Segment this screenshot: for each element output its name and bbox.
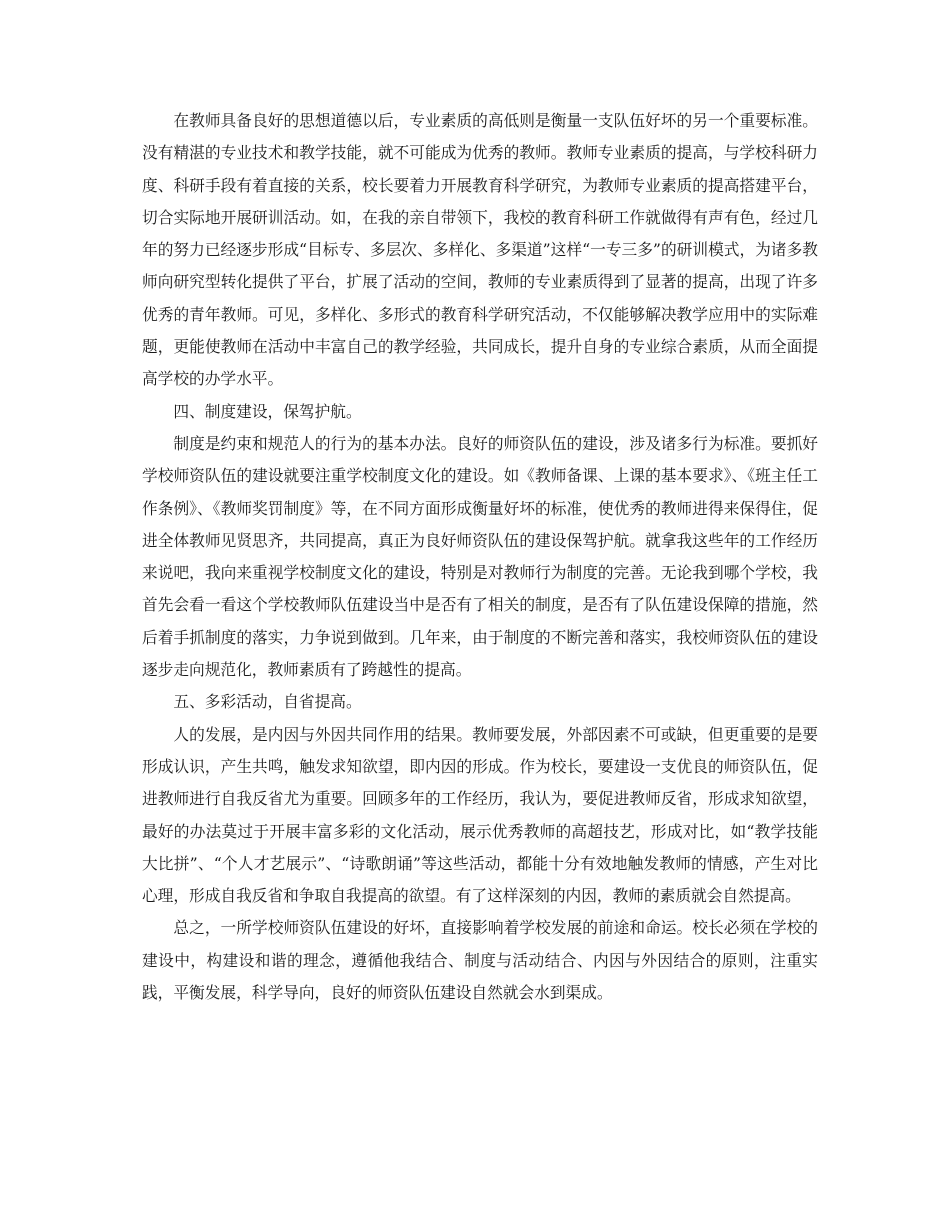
paragraph-conclusion: 总之，一所学校师资队伍建设的好坏，直接影响着学校发展的前途和命运。校长必须在学校的建设中，构建设和谐的理念，遵循他我结合、制度与活动结合、内因与外因结合的原则，注重实践，平衡发展，科学导向，良好的师资队伍建设自然就会水到渠成。	[142, 918, 818, 1003]
paragraph-activities: 人的发展，是内因与外因共同作用的结果。教师要发展，外部因素不可或缺，但更重要的是要形成认识，产生共鸣，触发求知欲望，即内因的形成。作为校长，要建设一支优良的师资队伍，促进教师进行自我反省尤为重要。回顾多年的工作经历，我认为，要促进教师反省，形成求知欲望，最好的办法莫过于开展丰富多彩的文化活动，展示优秀教师的高超技艺，形成对比，如“教学技能大比拼”、“个人才艺展示”、“诗歌朗诵”等这些活动，都能十分有效地触发教师的情感，产生对比心理，形成自我反省和争取自我提高的欲望。有了这样深刻的内因，教师的素质就会自然提高。	[142, 724, 818, 906]
paragraph-system-building: 制度是约束和规范人的行为的基本办法。良好的师资队伍的建设，涉及诸多行为标准。要抓好学校师资队伍的建设就要注重学校制度文化的建设。如《教师备课、上课的基本要求》、《班主任工作条例》、《教师奖罚制度》等，在不同方面形成衡量好坏的标准，使优秀的教师进得来保得住，促进全体教师见贤思齐，共同提高，真正为良好师资队伍的建设保驾护航。就拿我这些年的工作经历来说吧，我向来重视学校制度文化的建设，特别是对教师行为制度的完善。无论我到哪个学校，我首先会看一看这个学校教师队伍建设当中是否有了相关的制度，是否有了队伍建设保障的措施，然后着手抓制度的落实，力争说到做到。几年来，由于制度的不断完善和落实，我校师资队伍的建设逐步走向规范化，教师素质有了跨越性的提高。	[142, 433, 818, 680]
section-heading-system-building: 四、制度建设，保驾护航。	[173, 401, 362, 421]
paragraph-professional-quality: 在教师具备良好的思想道德以后，专业素质的高低则是衡量一支队伍好坏的另一个重要标准。没有精湛的专业技术和教学技能，就不可能成为优秀的教师。教师专业素质的提高，与学校科研力度、科研手段有着直接的关系，校长要着力开展教育科学研究，为教师专业素质的提高搭建平台，切合实际地开展研训活动。如，在我的亲自带领下，我校的教育科研工作就做得有声有色，经过几年的努力已经逐步形成“目标专、多层次、多样化、多渠道”这样“一专三多”的研训模式，为诸多教师向研究型转化提供了平台，扩展了活动的空间，教师的专业素质得到了显著的提高，出现了许多优秀的青年教师。可见，多样化、多形式的教育科学研究活动，不仅能够解决教学应用中的实际难题，更能使教师在活动中丰富自己的教学经验，共同成长，提升自身的专业综合素质，从而全面提高学校的办学水平。	[142, 111, 818, 389]
section-heading-activities: 五、多彩活动，自省提高。	[173, 692, 362, 712]
document-page	[142, 105, 818, 1009]
